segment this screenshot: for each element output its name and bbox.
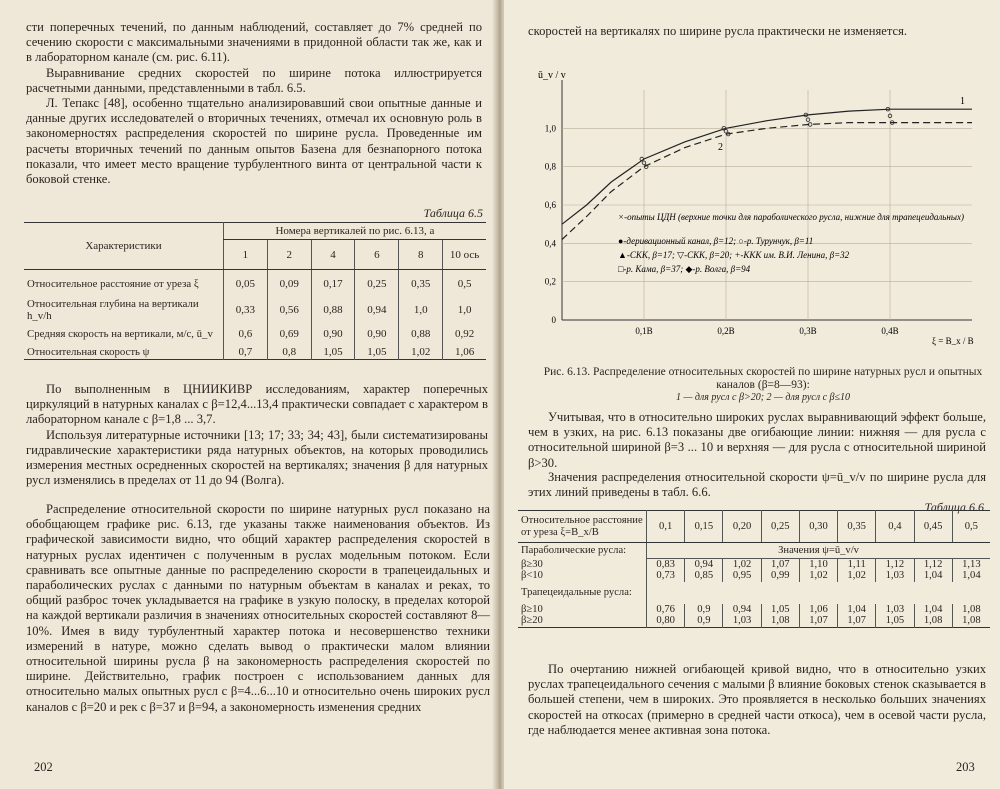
paragraph: Распределение относительной скорости по ширине натурных русл показано на обобщающем графике рис. 6.13, где указаны также наименования объектов. Из графической зависимости видно, что общий характер распределения скоростей в натурных руслах идентичен с полученным в руслах модельным потоком. Если сравнивать все опытные данные по распределению скорости в трапецеидальных и параболических руслах с данными по натурным объектам в каналах и реках, то общий разброс точек укладывается на графике в узкую полоску, в пределах которой на каждой вертикали различия в значениях относительных скоростей составляют 8—10%. Имея в виду турбулентный характер потока и несовершенство техники измерений в натуре, можно сделать вывод о практически малом влиянии относительной ширины русла β на закономерность распределения скоростей по ширине. Действительно, график построен с использованием данных для относительно малых опытных русл с β=4...6...10 и относительно очень широких русл каналов с β=20 и рек с β=37 и β=94, а закономерность изменения средних — [26, 502, 490, 714]
table-cell: 1,11 — [838, 559, 876, 571]
column-header: 0,25 — [761, 511, 799, 543]
legend-entry: □-р. Кама, β=37; ◆-р. Волга, β=94 — [618, 264, 751, 274]
table-cell: 1,07 — [799, 615, 837, 627]
table-cell: 1,02 — [399, 346, 443, 360]
table-cell: 0,90 — [311, 322, 355, 346]
x-tick-label: 0,2В — [717, 326, 735, 336]
table-cell: 1,10 — [799, 559, 837, 571]
x-tick-label: 0,4В — [881, 326, 899, 336]
table-cell: 0,94 — [685, 559, 723, 571]
table-cell: 1,03 — [876, 570, 914, 582]
spacer — [647, 582, 990, 604]
table-cell: 0,8 — [267, 346, 311, 360]
paragraph: скоростей на вертикалях по ширине русла практически не изменяется. — [528, 24, 908, 38]
figure-ticks — [545, 123, 899, 336]
table-row — [24, 346, 486, 360]
column-header: 0,1 — [647, 511, 685, 543]
column-header: 8 — [399, 240, 443, 270]
column-header: 0,35 — [838, 511, 876, 543]
page-number: 203 — [956, 760, 975, 774]
paragraph: сти поперечных течений, по данным наблюдений, составляет до 7% средней по сечению скорости с максимальными значениями в придонной области так же, как и в лабораторном канале (см. рис. 6.11). — [26, 20, 482, 65]
table-cell: 0,6 — [223, 322, 267, 346]
figure-6-13 — [532, 62, 992, 362]
table-cell: 0,9 — [685, 615, 723, 627]
table-cell: 0,94 — [355, 298, 399, 322]
table-cell: 1,08 — [761, 615, 799, 627]
row-label: β≥20 — [521, 615, 543, 626]
column-header: 0,15 — [685, 511, 723, 543]
table-row — [518, 615, 990, 627]
paragraph: Л. Тепакс [48], особенно тщательно анализировавший свои опытные данные и данные других исследователей о вторичных течениях, отмечал их основную роль в закономерностях распределения скоростей по ширине русла. Проведенные им расчеты вторичных течений по данным опытов Базена для безнапорного потока показали, что имеет место вращение турбулентного винта от центральной части к боковой стенке. — [26, 96, 482, 187]
table-cell: 0,76 — [647, 604, 685, 616]
table-cell: 0,83 — [647, 559, 685, 571]
table-cell: 1,07 — [838, 615, 876, 627]
table-cell: 1,05 — [761, 604, 799, 616]
row-label: β≥30 — [521, 558, 543, 570]
legend-entry: ▲-СКК, β=17; ▽-СКК, β=20; +-ККК им. В.И. Ленина, β=32 — [618, 250, 850, 260]
y-tick-label: 0,4 — [544, 238, 556, 249]
column-header: 0,30 — [799, 511, 837, 543]
table-cell: 1,03 — [876, 604, 914, 616]
figure-caption: Рис. 6.13. Распределение относительных скоростей по ширине натурных русл и опытных каналов (β=8—93): — [543, 366, 983, 391]
y-tick-label: 0,2 — [544, 276, 556, 287]
table-header: Характеристики — [24, 223, 223, 270]
table-cell: 1,12 — [876, 559, 914, 571]
table-6-5 — [24, 222, 486, 360]
table-row — [24, 270, 486, 298]
table-cell: 1,07 — [761, 559, 799, 571]
legend-entry: ×-опыты ЦДН (верхние точки для параболического русла, нижние для трапецеидальных) — [618, 212, 964, 222]
table-cell: 1,12 — [914, 559, 952, 571]
table-row — [24, 322, 486, 346]
paragraph: Используя литературные источники [13; 17; 33; 34; 43], были систематизированы гидравлические характеристики ряда натурных объектов, на которых проводились измерения местных осредненных скоростей на вертикалях; значения β для натурных русл изменялись в пределах от 11 до 94 (Волга). — [26, 427, 488, 488]
group-label: Параболические русла: — [521, 545, 627, 556]
x-tick-label: 0,3В — [799, 326, 817, 336]
table-header: Номера вертикалей по рис. 6.13, а — [223, 223, 486, 240]
right-text-bottom — [528, 662, 986, 738]
table-cell: 1,04 — [914, 604, 952, 616]
table-cell: 1,08 — [952, 615, 990, 627]
table-cell: 0,05 — [223, 270, 267, 298]
row-label: β≥10 — [521, 603, 543, 615]
paragraph: Учитывая, что в относительно широких руслах выравнивающий эффект больше, чем в узких, на рис. 6.13 показаны две огибающие линии: нижняя — для русла с относительной шириной β=3 ... 10 и верхняя — для русла с относительной шириной β>30. — [528, 410, 986, 470]
y-tick-label: 1,0 — [544, 123, 556, 134]
row-label: Относительная скорость ψ — [27, 346, 150, 359]
table-cell: 0,92 — [443, 322, 486, 346]
table-cell: 0,95 — [723, 570, 761, 582]
column-header: 1 — [223, 240, 267, 270]
table-cell: 1,03 — [723, 615, 761, 627]
table-caption: Таблица 6.6 — [924, 500, 984, 514]
y-tick-label: 0 — [551, 315, 556, 325]
table-cell: 1,06 — [443, 346, 486, 360]
table-6-6 — [518, 510, 990, 628]
table-cell: 1,08 — [952, 604, 990, 616]
column-header: 0,4 — [876, 511, 914, 543]
table-cell: 0,69 — [267, 322, 311, 346]
table-cell: 0,99 — [761, 570, 799, 582]
right-text-mid — [528, 410, 986, 471]
paragraph: По очертанию нижней огибающей кривой видно, что в относительно узких руслах трапецеидального сечения с малыми β влияние боковых стенок сказывается в большей степени, чем в широких. Это проявляется в несколько больших значениях скоростей на откосах (примерно в средней части откоса), чем в осевой части русла, где наблюдается менее активная зона потока. — [528, 662, 986, 737]
table-cell: 0,80 — [647, 615, 685, 627]
column-header: 0,20 — [723, 511, 761, 543]
table-cell: 1,02 — [799, 570, 837, 582]
figure-caption-sub: 1 — для русл с β>20; 2 — для русл с β≤10 — [675, 392, 851, 403]
table-cell: 1,13 — [952, 559, 990, 571]
table-cell: 1,05 — [311, 346, 355, 360]
table-cell: 0,09 — [267, 270, 311, 298]
table-cell: 1,04 — [914, 570, 952, 582]
table-cell: 1,04 — [838, 604, 876, 616]
left-page — [0, 0, 496, 789]
curve-label-2: 2 — [718, 142, 723, 153]
table-cell: 0,88 — [311, 298, 355, 322]
row-label: Средняя скорость на вертикали, м/с, ū_v — [27, 327, 213, 340]
y-axis-label: ū_v / v — [538, 70, 566, 81]
x-tick-label: 0,1В — [635, 326, 653, 336]
table-cell: 0,90 — [355, 322, 399, 346]
column-header: 0,45 — [914, 511, 952, 543]
column-header: 2 — [267, 240, 311, 270]
table-cell: 1,05 — [876, 615, 914, 627]
table-row — [518, 559, 990, 571]
table-cell: 1,08 — [914, 615, 952, 627]
figure-grid — [562, 80, 972, 320]
table-cell: 1,06 — [799, 604, 837, 616]
table-cell: 1,02 — [838, 570, 876, 582]
group-label: Трапецеидальные русла: — [521, 586, 632, 598]
table-cell: 1,0 — [399, 298, 443, 322]
row-label: Относительное расстояние от уреза ξ — [27, 277, 199, 290]
table-cell: 0,35 — [399, 270, 443, 298]
table-cell: 1,0 — [443, 298, 486, 322]
table-cell: 0,17 — [311, 270, 355, 298]
table-cell: 0,73 — [647, 570, 685, 582]
table-cell: 0,9 — [685, 604, 723, 616]
legend-entry: ●-деривационный канал, β=12; ○-р. Турунчук, β=11 — [618, 236, 814, 246]
column-header: 4 — [311, 240, 355, 270]
left-text-block-3 — [26, 502, 490, 715]
table-cell: 1,02 — [723, 559, 761, 571]
page-number: 202 — [34, 760, 53, 774]
paragraph: Значения распределения относительной скорости ψ=ū_v/v по ширине русла для этих линий приведены в табл. 6.6. — [528, 470, 986, 500]
x-axis-label: ξ = B_x / B — [932, 336, 974, 346]
right-text-top — [528, 24, 986, 39]
table-cell: 1,05 — [355, 346, 399, 360]
left-text-block-2 — [26, 382, 488, 488]
table-row — [518, 570, 990, 582]
table-caption: Таблица 6.5 — [423, 206, 483, 220]
table-header: Относительное расстояние от уреза ξ=B_x/B — [518, 511, 647, 543]
table-cell: 1,04 — [952, 570, 990, 582]
table-cell: 0,33 — [223, 298, 267, 322]
table-cell: 0,7 — [223, 346, 267, 360]
row-label: Относительная глубина на вертикали h_v/h — [27, 297, 199, 322]
column-header: 6 — [355, 240, 399, 270]
table-cell: 0,56 — [267, 298, 311, 322]
right-text-mid2 — [528, 470, 986, 500]
paragraph: Выравнивание средних скоростей по ширине потока иллюстрируется расчетными данными, представленными в табл. 6.5. — [26, 65, 482, 95]
values-header: Значения ψ=ū_v/v — [647, 543, 990, 559]
row-label: β<10 — [521, 570, 543, 581]
left-text-block-1 — [26, 20, 482, 187]
curve-label-1: 1 — [960, 96, 965, 107]
table-cell: 0,5 — [443, 270, 486, 298]
table-cell: 0,94 — [723, 604, 761, 616]
y-tick-label: 0,6 — [544, 200, 556, 210]
y-tick-label: 0,8 — [544, 161, 556, 172]
column-header: 0,5 — [952, 511, 990, 543]
table-cell: 0,85 — [685, 570, 723, 582]
figure-legend — [618, 212, 964, 274]
table-row — [518, 604, 990, 616]
table-cell: 0,88 — [399, 322, 443, 346]
table-cell: 0,25 — [355, 270, 399, 298]
table-row — [24, 298, 486, 322]
column-header: 10 ось — [443, 240, 486, 270]
right-page — [504, 0, 1000, 789]
paragraph: По выполненным в ЦНИИКИВР исследованиям, характер поперечных циркуляций в натурных каналах с β=12,4...13,4 практически совпадает с характером в лабораторном канале с β=1,8 ... 3,7. — [26, 382, 488, 427]
